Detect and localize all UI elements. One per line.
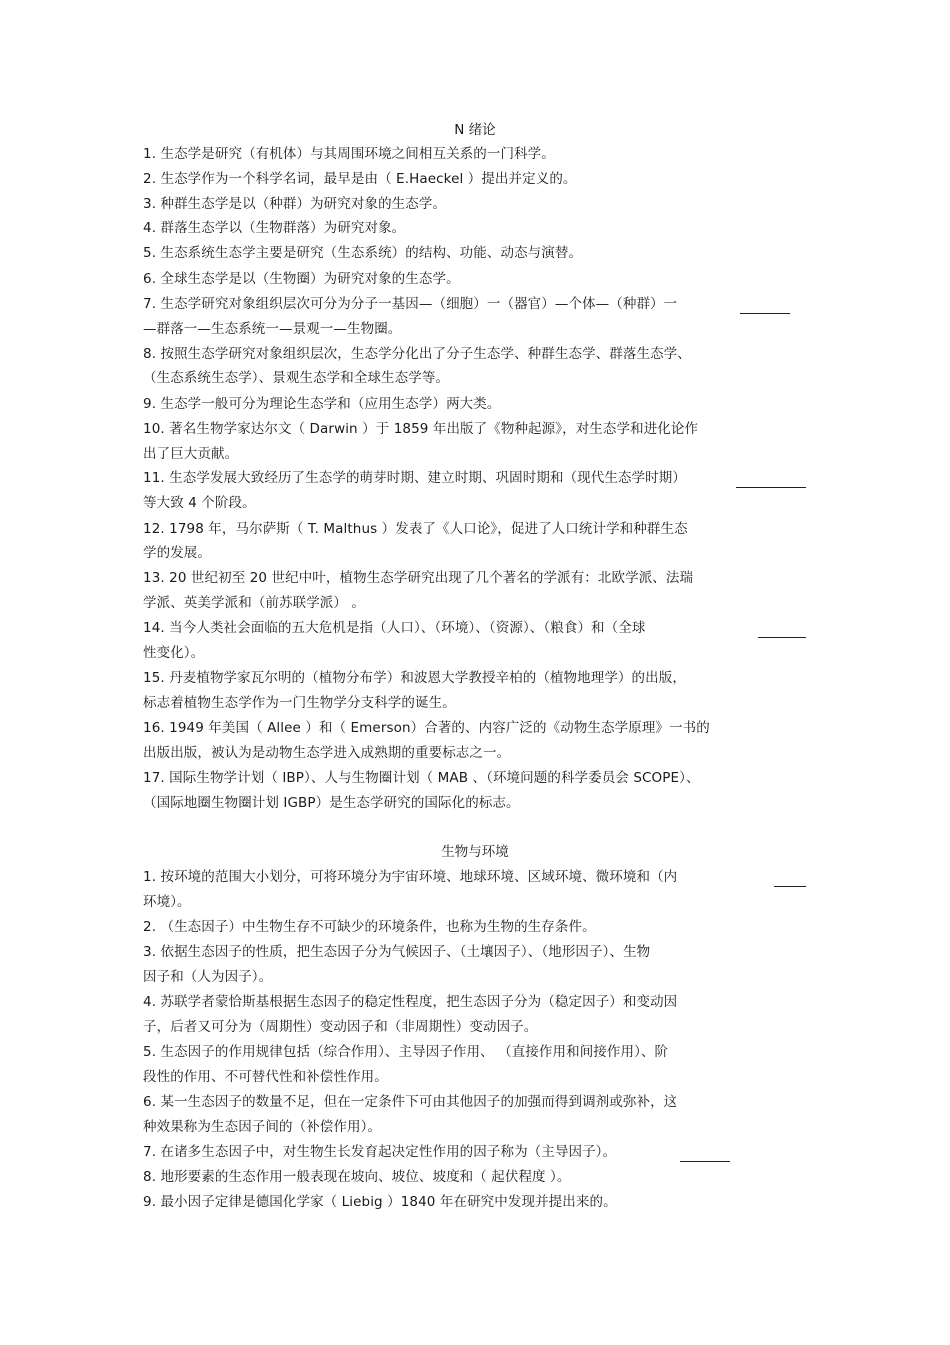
text-line: 7. 生态学研究对象组织层次可分为分子一基因—（细胞）一（器官）—个体—（种群）一 xyxy=(143,296,678,312)
text-line: 因子和（人为因子）。 xyxy=(143,969,273,985)
text-line: 7. 在诸多生态因子中，对生物生长发育起决定性作用的因子称为（主导因子）。 xyxy=(143,1144,617,1160)
text-line: 2. （生态因子）中生物生存不可缺少的环境条件，也称为生物的生存条件。 xyxy=(143,919,596,935)
text-line: 15. 丹麦植物学家瓦尔明的（植物分布学）和波恩大学教授辛柏的（植物地理学）的出版， xyxy=(143,670,686,686)
text-line: 5. 生态因子的作用规律包括（综合作用）、主导因子作用、 （直接作用和间接作用）、阶 xyxy=(143,1044,669,1060)
text-line: 段性的作用、不可替代性和补偿性作用。 xyxy=(143,1069,388,1085)
text-line: 4. 群落生态学以（生物群落）为研究对象。 xyxy=(143,220,406,236)
text-line: 12. 1798 年，马尔萨斯（ T. Malthus ）发表了《人口论》，促进了人口统计学和种群生态 xyxy=(143,521,688,537)
text-line: 16. 1949 年美国（ Allee ）和（ Emerson）合著的、内容广泛的《动物生态学原理》一书的 xyxy=(143,720,710,736)
text-line: 11. 生态学发展大致经历了生态学的萌芽时期、建立时期、巩固时期和（现代生态学时期） xyxy=(143,470,686,486)
answer-blank-underline xyxy=(740,313,790,314)
answer-blank-underline xyxy=(680,1161,730,1162)
text-line: 3. 种群生态学是以（种群）为研究对象的生态学。 xyxy=(143,196,447,212)
text-line: 9. 生态学一般可分为理论生态学和（应用生态学）两大类。 xyxy=(143,396,501,412)
text-line: 8. 地形要素的生态作用一般表现在坡向、坡位、坡度和（ 起伏程度 ）。 xyxy=(143,1169,571,1185)
text-line: 3. 依据生态因子的性质，把生态因子分为气候因子、（土壤因子）、（地形因子）、生物 xyxy=(143,944,651,960)
text-line: 种效果称为生态因子间的（补偿作用）。 xyxy=(143,1119,382,1135)
text-line: 出了巨大贡献。 xyxy=(143,446,239,462)
text-line: 出版出版，被认为是动物生态学进入成熟期的重要标志之一。 xyxy=(143,745,511,761)
answer-blank-underline xyxy=(774,886,806,887)
text-line: 8. 按照生态学研究对象组织层次，生态学分化出了分子生态学、种群生态学、群落生态学、 xyxy=(143,346,691,362)
text-line: 1. 生态学是研究（有机体）与其周围环境之间相互关系的一门科学。 xyxy=(143,146,555,162)
text-line: 17. 国际生物学计划（ IBP）、人与生物圈计划（ MAB 、（环境问题的科学委员会 SCOPE）、 xyxy=(143,770,700,786)
text-line: —群落一—生态系统一—景观一—生物圈。 xyxy=(143,321,402,337)
text-line: 学的发展。 xyxy=(143,545,211,561)
section-title-organism-environment: 生物与环境 xyxy=(441,844,509,860)
answer-blank-underline xyxy=(736,487,806,488)
text-line: 环境）。 xyxy=(143,894,191,910)
text-line: 10. 著名生物学家达尔文（ Darwin ）于 1859 年出版了《物种起源》，对生态学和进化论作 xyxy=(143,421,699,437)
text-line: 4. 苏联学者蒙恰斯基根据生态因子的稳定性程度，把生态因子分为（稳定因子）和变动因 xyxy=(143,994,678,1010)
text-line: 9. 最小因子定律是德国化学家（ Liebig ）1840 年在研究中发现并提出来的。 xyxy=(143,1194,617,1210)
section-title-introduction: N 绪论 xyxy=(454,122,496,138)
text-line: 13. 20 世纪初至 20 世纪中叶，植物生态学研究出现了几个著名的学派有：北欧学派、法瑞 xyxy=(143,570,694,586)
text-line: 性变化）。 xyxy=(143,645,205,661)
text-line: 2. 生态学作为一个科学名词，最早是由（ E.Haeckel ）提出并定义的。 xyxy=(143,171,577,187)
text-line: 子，后者又可分为（周期性）变动因子和（非周期性）变动因子。 xyxy=(143,1019,538,1035)
text-line: 标志着植物生态学作为一门生物学分支科学的诞生。 xyxy=(143,695,456,711)
text-line: 14. 当今人类社会面临的五大危机是指（人口）、（环境）、（资源）、（粮食）和（全球 xyxy=(143,620,646,636)
text-line: （国际地圈生物圈计划 IGBP）是生态学研究的国际化的标志。 xyxy=(143,795,520,811)
text-line: 5. 生态系统生态学主要是研究（生态系统）的结构、功能、动态与演替。 xyxy=(143,245,583,261)
answer-blank-underline xyxy=(758,637,806,638)
text-line: 1. 按环境的范围大小划分，可将环境分为宇宙环境、地球环境、区域环境、微环境和（内 xyxy=(143,869,678,885)
text-line: （生态系统生态学）、景观生态学和全球生态学等。 xyxy=(143,370,450,386)
text-line: 6. 某一生态因子的数量不足，但在一定条件下可由其他因子的加强而得到调剂或弥补，这 xyxy=(143,1094,678,1110)
text-line: 等大致 4 个阶段。 xyxy=(143,495,256,511)
text-line: 学派、英美学派和（前苏联学派） 。 xyxy=(143,595,365,611)
text-line: 6. 全球生态学是以（生物圈）为研究对象的生态学。 xyxy=(143,271,460,287)
